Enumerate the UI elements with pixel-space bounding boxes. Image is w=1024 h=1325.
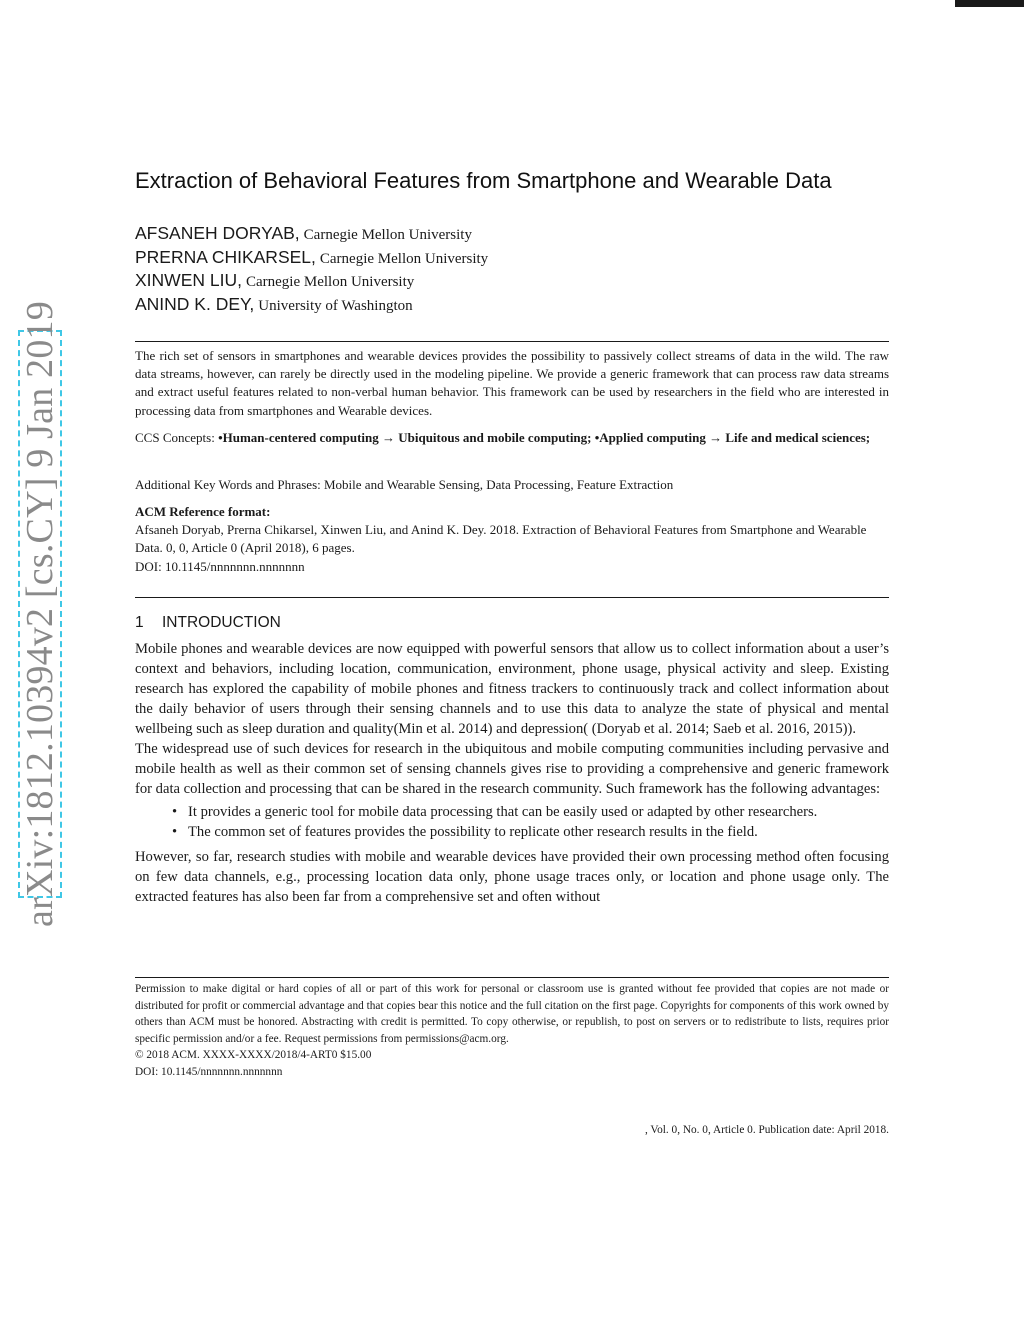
author-affiliation: Carnegie Mellon University [319, 250, 489, 267]
author-entry [135, 293, 488, 317]
intro-paragraph: Mobile phones and wearable devices are now equipped with powerful sensors that allow us to collect information about a user’s context and behaviors, including location, communication, environment, phone usage, physical activity and sleep. Existing research has explored the capability of mobile phones and fitness trackers to continuously track and collect information about the daily behavior of users through their sensing channels and to use this data to analyze the state of physical and mental wellbeing such as sleep duration and quality(Min et al. 2014) and depression( (Doryab et al. 2014; Saeb et al. 2016, 2015)). [135, 641, 889, 737]
author-affiliation: Carnegie Mellon University [303, 227, 472, 243]
author-name: ANIND K. DEY, [135, 293, 255, 314]
corner-mark [955, 0, 1024, 7]
bullet-icon: • [172, 824, 178, 840]
copyright-line: © 2018 ACM. XXXX-XXXX/2018/4-ART0 $15.00 [135, 1049, 372, 1062]
advantages-list [135, 802, 889, 842]
acm-reference-citation: Afsaneh Doryab, Prerna Chikarsel, Xinwen Liu, and Anind K. Dey. 2018. Extraction of Behavioral Features from Smartphone and Wearable Data. 0, 0, Article 0 (April 2018), 6 pages. [135, 522, 867, 556]
paper-title: Extraction of Behavioral Features from Smartphone and Wearable Data [135, 168, 832, 193]
list-item-text: The common set of features provides the possibility to replicate other research results in the field. [188, 824, 758, 840]
author-entry [135, 222, 488, 246]
author-affiliation: Carnegie Mellon University [245, 274, 415, 290]
copyright-footnote [135, 981, 889, 1081]
acm-reference-heading: ACM Reference format: [135, 504, 271, 519]
ccs-label: CCS Concepts: [135, 430, 215, 445]
list-item-text: It provides a generic tool for mobile data processing that can be easily used or adapted by other researchers. [188, 804, 818, 820]
bullet-icon: • [172, 804, 178, 820]
author-name: PRERNA CHIKARSEL, [135, 246, 316, 267]
section-heading [135, 614, 281, 632]
list-item [135, 802, 889, 822]
section-title: INTRODUCTION [162, 614, 281, 631]
section-body [135, 639, 889, 907]
abstract-bottom-rule [135, 597, 889, 598]
footnote-rule [135, 977, 889, 978]
intro-paragraph: The widespread use of such devices for research in the ubiquitous and mobile computing communities including pervasive and mobile health as well as their common set of sensing channels gives rise to providing a comprehensive and generic framework for data collection and processing that can be shared in the research community. Such framework has the following advantages: [135, 741, 889, 797]
section-number: 1 [135, 614, 144, 631]
keywords: Additional Key Words and Phrases: Mobile and Wearable Sensing, Data Processing, Feature Extraction [135, 477, 674, 492]
author-entry [135, 246, 488, 270]
ccs-concepts [135, 429, 889, 447]
author-entry [135, 269, 488, 293]
list-item [135, 822, 889, 842]
page-footer: , Vol. 0, No. 0, Article 0. Publication date: April 2018. [644, 1124, 889, 1136]
author-name: AFSANEH DORYAB, [135, 223, 300, 243]
ccs-concept-list: •Human-centered computing → Ubiquitous and mobile computing; •Applied computing → Life and medical sciences; [218, 430, 871, 445]
intro-paragraph: However, so far, research studies with mobile and wearable devices have provided their own processing method often focusing on few data channels, e.g., processing location data only, phone usage traces only, or location and phone usage only. The extracted features has also been far from a comprehensive set and often without [135, 849, 889, 905]
arxiv-stamp[interactable] [18, 301, 62, 927]
author-list [135, 222, 488, 316]
author-affiliation: University of Washington [258, 297, 413, 314]
permission-notice: Permission to make digital or hard copies of all or part of this work for personal or classroom use is granted without fee provided that copies are not made or distributed for profit or commercial advantage and that copies bear this notice and the full citation on the first page. Copyrights for components of this work owned by others than ACM must be honored. Abstracting with credit is permitted. To copy otherwise, or republish, to post on servers or to redistribute to lists, requires prior specific permission and/or a fee. Request permissions from permissions@acm.org. [135, 983, 889, 1045]
author-name: XINWEN LIU, [135, 270, 242, 290]
abstract: The rich set of sensors in smartphones and wearable devices provides the possibility to passively collect streams of data in the wild. The raw data streams, however, can rarely be directly used in the modeling pipeline. We provide a generic framework that can process raw data streams and extract useful features related to non-verbal human behavior. This framework can be used by researchers in the field who are interested in processing data from smartphones and Wearable devices. [135, 348, 889, 418]
abstract-top-rule [135, 341, 889, 342]
acm-reference-doi: DOI: 10.1145/nnnnnnn.nnnnnnn [135, 558, 305, 574]
arxiv-stamp-text: arXiv:1812.10394v2 [cs.CY] 9 Jan 2019 [19, 301, 61, 927]
footnote-doi: DOI: 10.1145/nnnnnnn.nnnnnnn [135, 1065, 283, 1078]
acm-reference [135, 503, 889, 576]
